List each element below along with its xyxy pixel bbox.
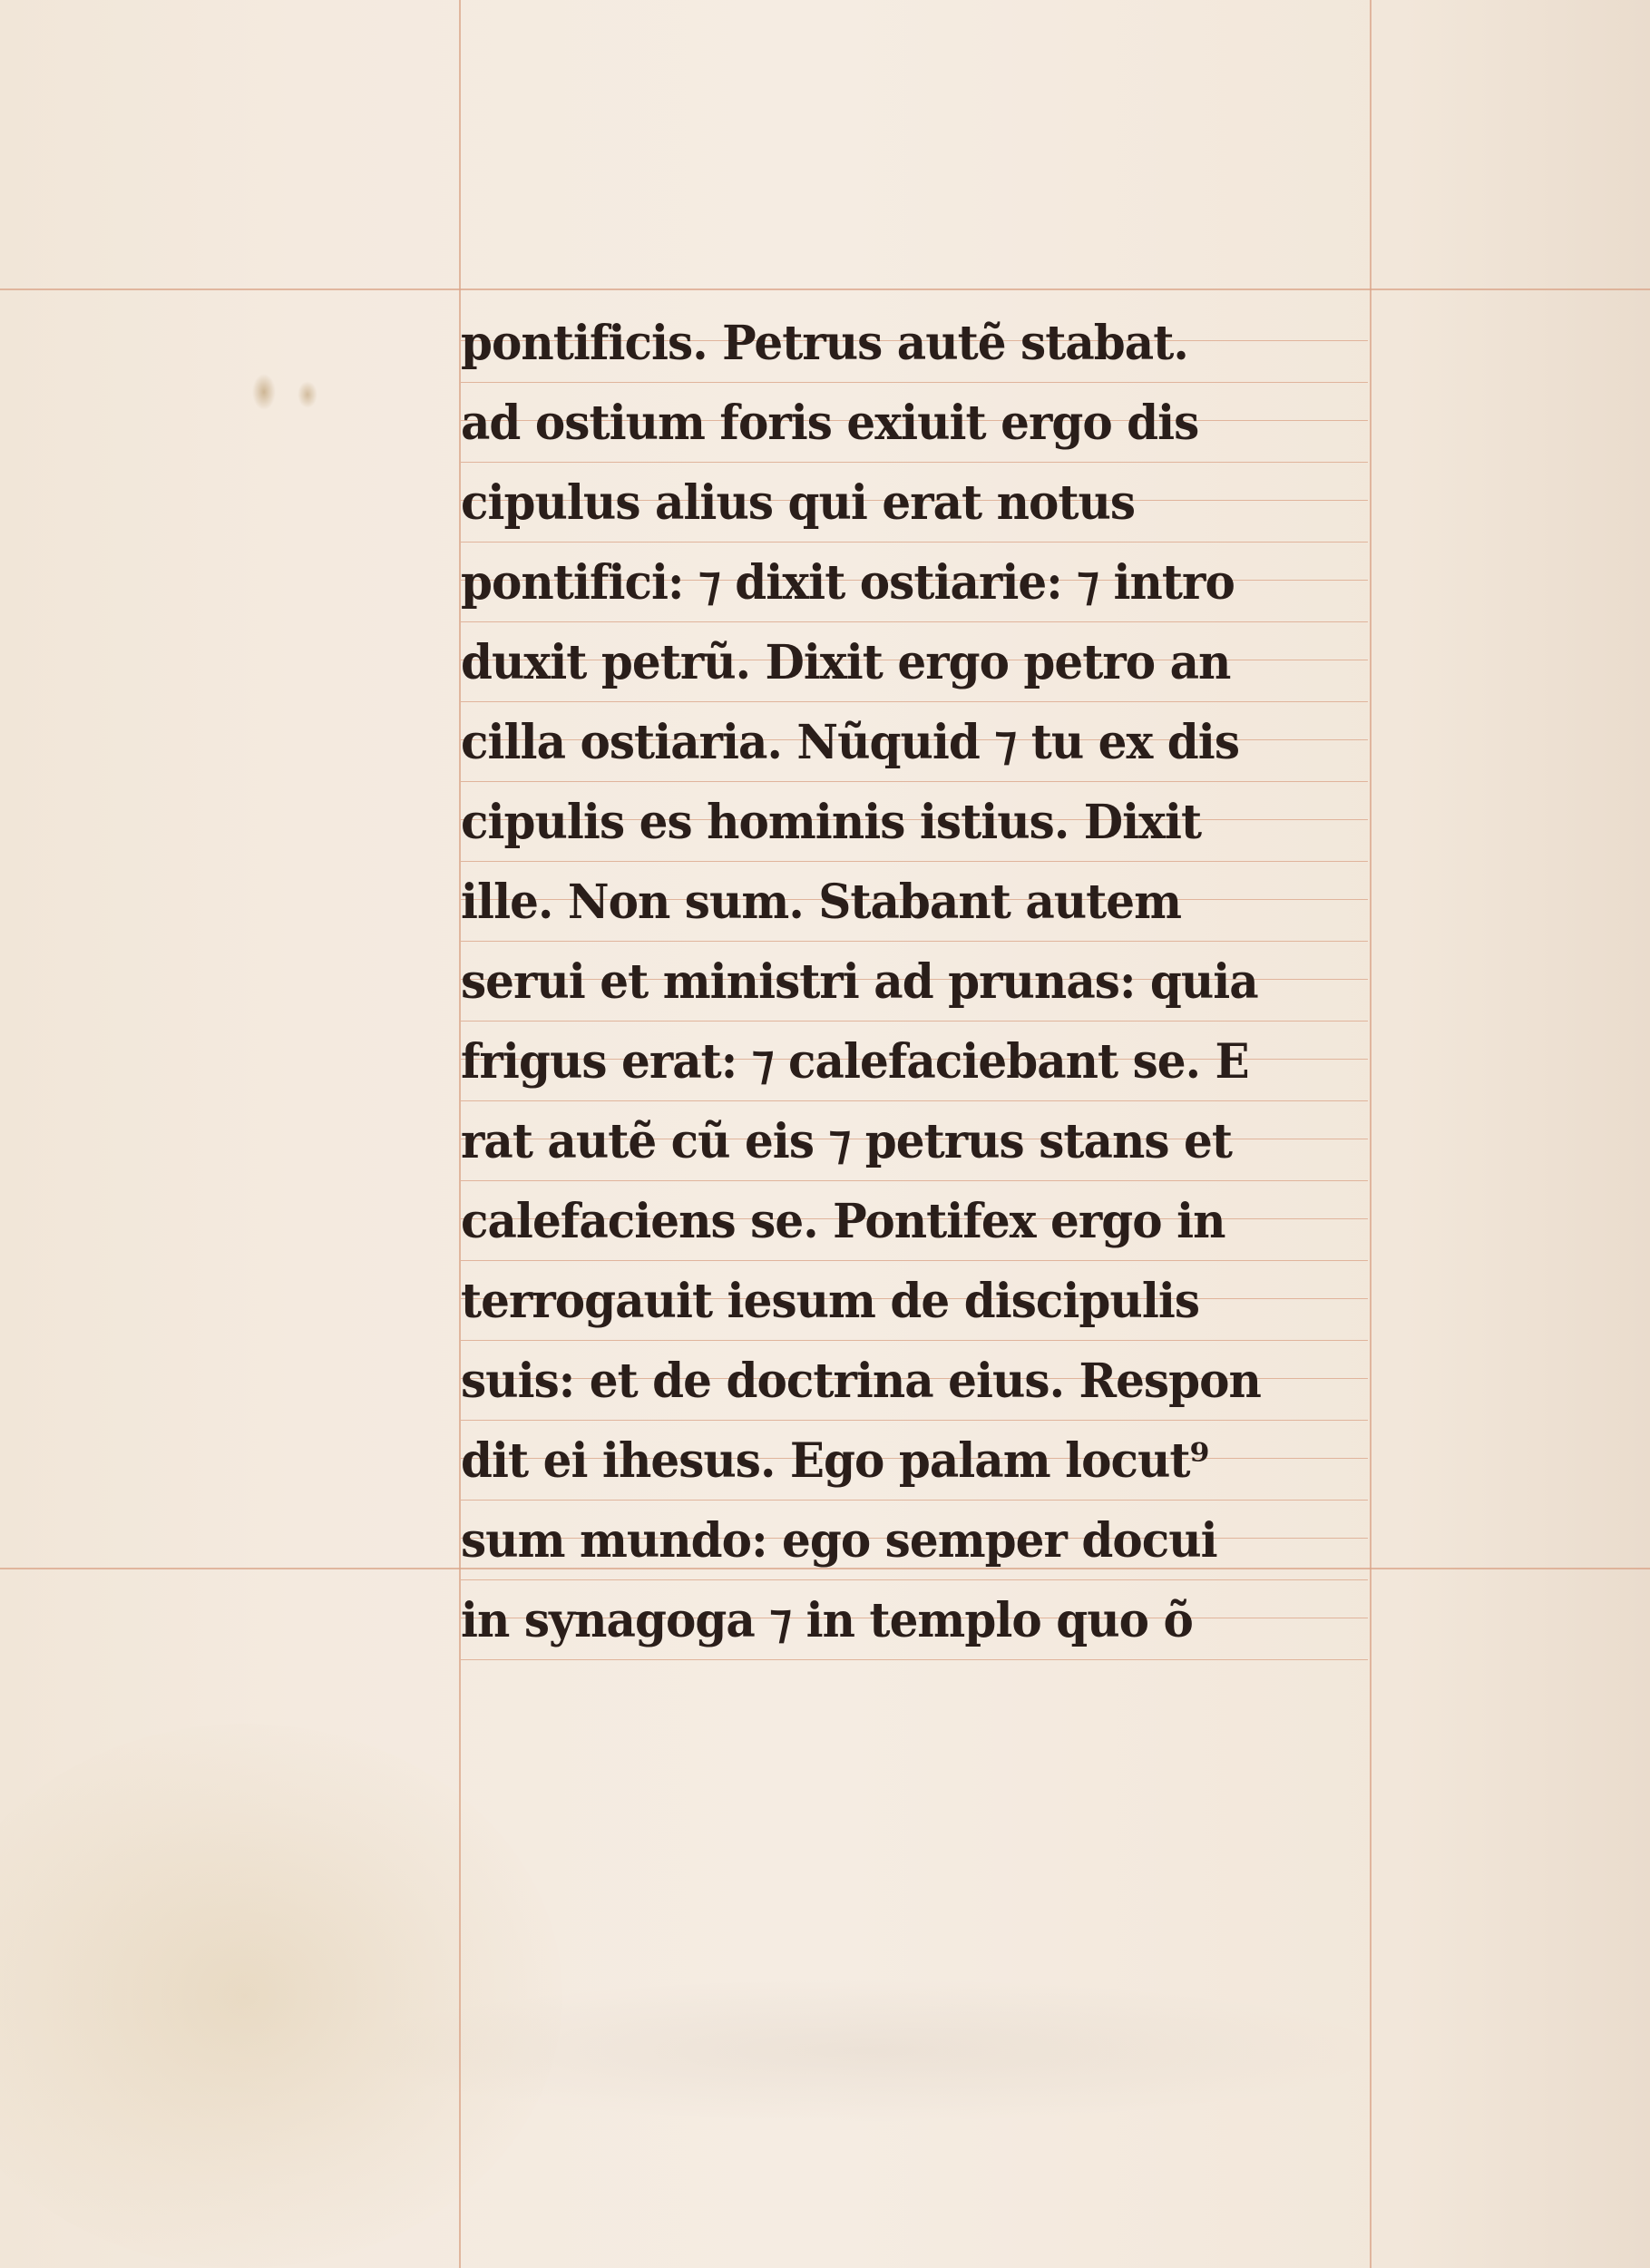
ruling-line-horizontal-top bbox=[0, 288, 1650, 290]
parchment-stain bbox=[0, 1724, 562, 2268]
text-line: pontificis. Petrus autẽ stabat. bbox=[461, 304, 1368, 384]
text-line: cipulus alius qui erat notus bbox=[461, 464, 1368, 543]
text-line: cilla ostiaria. Nũquid ⁊ tu ex dis bbox=[461, 703, 1368, 783]
parchment-shadow bbox=[345, 1978, 1388, 2123]
manuscript-text-block bbox=[461, 304, 1404, 1661]
text-line: suis: et de doctrina eius. Respon bbox=[461, 1342, 1368, 1422]
text-line: cipulis es hominis istius. Dixit bbox=[461, 783, 1368, 863]
text-line: pontifici: ⁊ dixit ostiarie: ⁊ intro bbox=[461, 543, 1368, 623]
text-line: sum mundo: ego semper docui bbox=[461, 1501, 1368, 1581]
text-line: calefaciens se. Pontifex ergo in bbox=[461, 1182, 1368, 1262]
text-line: duxit petrũ. Dixit ergo petro an bbox=[461, 623, 1368, 703]
text-line: ad ostium foris exiuit ergo dis bbox=[461, 384, 1368, 464]
text-line: in synagoga ⁊ in templo quo õ bbox=[461, 1581, 1368, 1661]
text-line: ille. Non sum. Stabant autem bbox=[461, 863, 1368, 943]
text-line: rat autẽ cũ eis ⁊ petrus stans et bbox=[461, 1102, 1368, 1182]
text-line: dit ei ihesus. Ego palam locut⁹ bbox=[461, 1422, 1368, 1501]
text-line: frigus erat: ⁊ calefaciebant se. E bbox=[461, 1022, 1368, 1102]
text-line: serui et ministri ad prunas: quia bbox=[461, 943, 1368, 1022]
text-line: terrogauit iesum de discipulis bbox=[461, 1262, 1368, 1342]
ink-spot bbox=[252, 374, 276, 410]
ink-spot bbox=[298, 381, 317, 408]
